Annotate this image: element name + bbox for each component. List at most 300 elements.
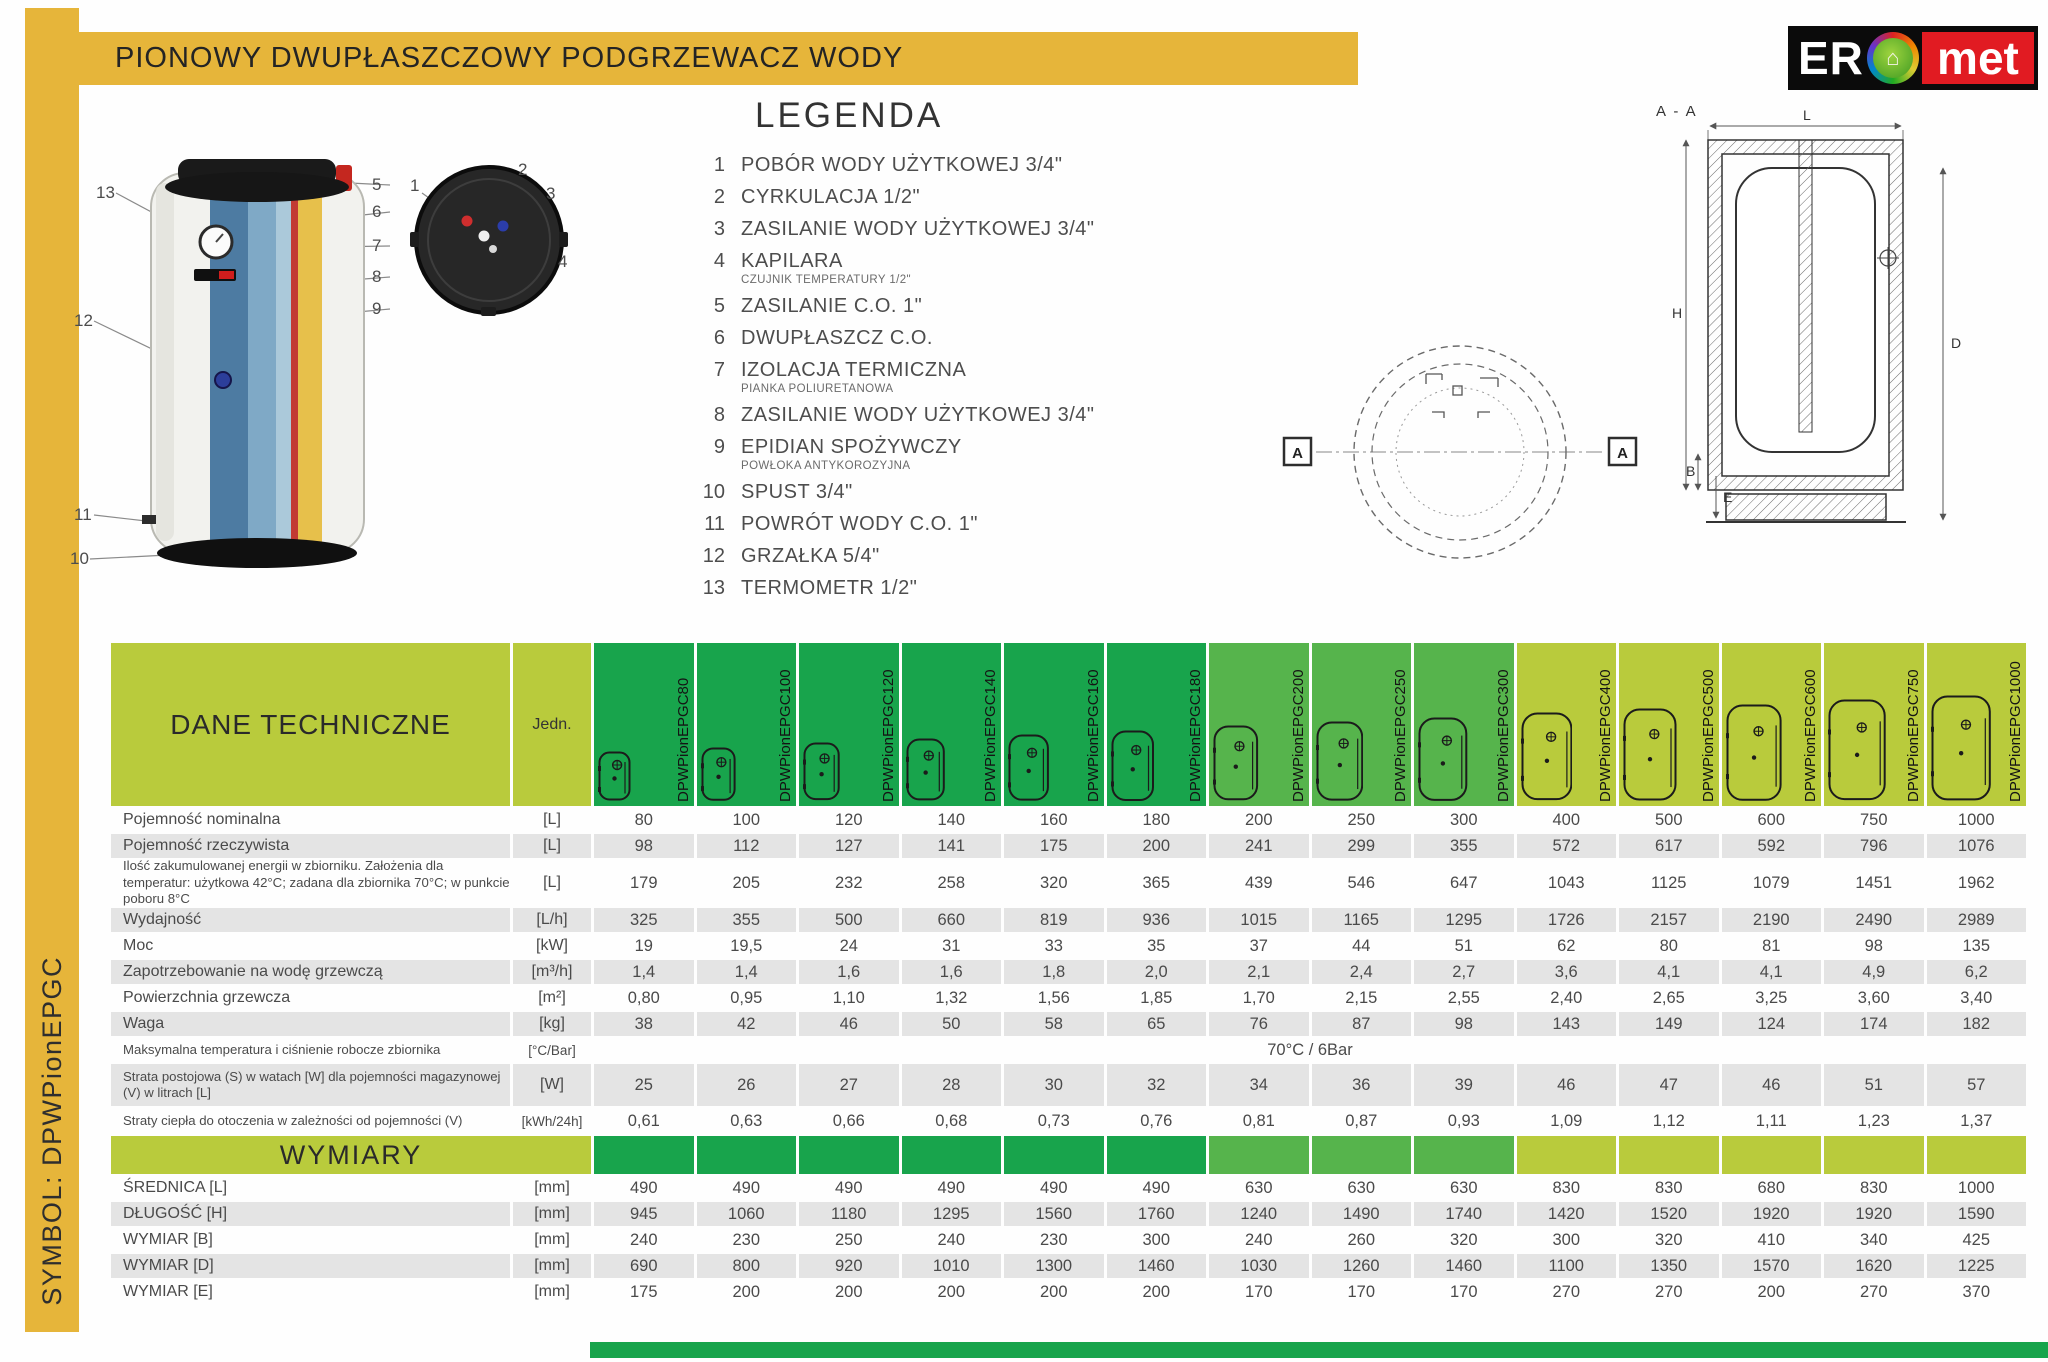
table-cell: 205 [732,873,761,892]
table-cell: 1,12 [1652,1111,1685,1130]
mini-tank-icon [1521,712,1573,801]
table-cell: 2,4 [1312,960,1412,984]
table-cell: 175 [629,1282,658,1301]
table-cell: 4,1 [1619,960,1719,984]
row-unit: [kW] [536,937,568,954]
table-cell: 25 [594,1064,694,1106]
table-cell: 1620 [1824,1254,1924,1278]
legend-item-number: 4 [713,250,725,272]
table-cell: 3,40 [1960,988,1993,1007]
tank-top-view [410,167,568,316]
table-cell: 2,40 [1550,988,1583,1007]
model-column-header [1619,643,1719,806]
row-unit: [W] [513,1064,591,1106]
wymiary-band-cell [1414,1136,1514,1174]
model-column-header [1414,643,1514,806]
table-cell: 490 [629,1178,658,1197]
legend-item-text: POWRÓT WODY C.O. 1" [741,513,978,535]
legend-item-number: 5 [713,295,725,317]
row-unit: [m²] [538,989,566,1006]
table-cell: 490 [1039,1178,1068,1197]
legend-item [695,513,1265,536]
row-label: Wydajność [111,908,510,932]
row-unit: [L] [543,874,561,891]
model-column-header [1517,643,1617,806]
table-cell: 170 [1244,1282,1273,1301]
table-cell: 35 [1147,936,1166,955]
mini-tank-icon [1213,725,1259,801]
table-cell: 1,4 [594,960,694,984]
table-cell: 800 [697,1254,797,1278]
table-cell: 592 [1722,834,1822,858]
svg-text:10: 10 [70,549,89,568]
table-cell: 320 [1039,873,1068,892]
model-column-header [697,643,797,806]
wymiary-band-cell [1107,1136,1207,1174]
legend-item-text: ZASILANIE WODY UŻYTKOWEJ 3/4" [741,218,1095,240]
table-cell: 87 [1312,1012,1412,1036]
model-name: DPWPionEPGC120 [879,669,897,802]
table-cell: 425 [1962,1230,1991,1249]
wymiary-band-cell [1722,1136,1822,1174]
legend-item-number: 12 [702,545,725,567]
model-column-header [799,643,899,806]
row-unit: [kg] [513,1012,591,1036]
table-cell: 750 [1859,810,1888,829]
model-name: DPWPionEPGC160 [1084,669,1102,802]
heater-illustration [60,95,620,595]
table-cell: 945 [594,1202,694,1226]
legend-item-text: SPUST 3/4" [741,481,853,503]
table-cell: 3,25 [1755,988,1788,1007]
row-unit: [kWh/24h] [521,1113,583,1129]
row-label: Pojemność rzeczywista [111,834,510,858]
legend-item-text: POBÓR WODY UŻYTKOWEJ 3/4" [741,154,1063,176]
legend-item [695,404,1265,427]
table-cell: 124 [1722,1012,1822,1036]
table-cell: 1,4 [697,960,797,984]
legend-item [695,218,1265,241]
table-cell: 1010 [902,1254,1002,1278]
legend-item [695,154,1265,177]
table-cell: 46 [1722,1064,1822,1106]
table-cell: 98 [594,834,694,858]
tank-cutaway [142,159,364,568]
legend-item [695,250,1265,286]
table-cell: 143 [1517,1012,1617,1036]
table-title: DANE TECHNICZNE [111,643,510,806]
table-cell: 51 [1824,1064,1924,1106]
legend-item-text: KAPILARA [741,250,843,272]
table-cell: 170 [1449,1282,1478,1301]
table-cell: 3,6 [1517,960,1617,984]
table-cell: 325 [594,908,694,932]
model-name: DPWPionEPGC100 [777,669,794,802]
table-cell: 300 [1142,1230,1171,1249]
table-cell: 1962 [1957,873,1995,892]
table-cell: 120 [834,810,863,829]
table-cell: 370 [1962,1282,1991,1301]
wymiary-band-cell [594,1136,694,1174]
row-unit: [L] [513,834,591,858]
table-cell: 0,61 [627,1111,660,1130]
table-cell: 1295 [1414,908,1514,932]
table-cell: 355 [697,908,797,932]
dim-h: H [1672,305,1683,321]
legend-item-number: 10 [702,481,725,503]
table-cell: 179 [629,873,658,892]
table-cell: 1,32 [935,988,968,1007]
model-name: DPWPionEPGC80 [674,677,692,802]
table-cell: 572 [1517,834,1617,858]
table-cell: 1,6 [902,960,1002,984]
table-cell: 58 [1004,1012,1104,1036]
legend-item-subtext: CZUJNIK TEMPERATURY 1/2" [741,274,912,286]
model-name: DPWPionEPGC200 [1289,669,1307,802]
table-cell: 200 [834,1282,863,1301]
legend-item [695,545,1265,568]
table-cell: 270 [1859,1282,1888,1301]
svg-text:A: A [1617,445,1628,462]
svg-text:12: 12 [74,311,93,330]
table-cell: 6,2 [1927,960,2027,984]
table-cell: 32 [1107,1064,1207,1106]
table-cell: 100 [732,810,761,829]
model-column-header [902,643,1002,806]
legend-item [695,295,1265,318]
table-cell: 647 [1449,873,1478,892]
table-cell: 50 [902,1012,1002,1036]
table-cell: 1920 [1824,1202,1924,1226]
wymiary-band-cell [1927,1136,2027,1174]
table-cell: 1000 [1957,1178,1995,1197]
table-cell: 200 [1757,1282,1786,1301]
table-cell: 630 [1244,1178,1273,1197]
row-unit: [mm] [534,1179,570,1196]
table-cell: 241 [1209,834,1309,858]
model-name: DPWPionEPGC600 [1802,669,1819,802]
legend-item [695,327,1265,350]
table-cell: 600 [1757,810,1786,829]
table-cell: 439 [1244,873,1273,892]
mini-tank-icon [906,738,945,801]
row-label: Maksymalna temperatura i ciśnienie robocze zbiornika [123,1041,441,1057]
legend-item-number: 1 [713,154,725,176]
mini-tank-icon [1623,708,1677,801]
legend-item-text: EPIDIAN SPOŻYWCZY [741,436,962,458]
table-cell: 180 [1142,810,1171,829]
model-column-header [1312,643,1412,806]
table-cell: 1560 [1004,1202,1104,1226]
table-cell: 490 [1142,1178,1171,1197]
table-cell: 174 [1824,1012,1924,1036]
table-cell: 0,81 [1242,1111,1275,1130]
section-marker-right [1609,438,1636,465]
table-cell: 200 [732,1282,761,1301]
table-cell: 340 [1859,1230,1888,1249]
table-cell: 1076 [1927,834,2027,858]
table-cell: 1125 [1651,873,1687,892]
table-cell: 0,66 [832,1111,865,1130]
table-cell: 200 [937,1282,966,1301]
table-cell: 355 [1414,834,1514,858]
table-cell: 250 [1347,810,1376,829]
row-label: Pojemność nominalna [123,811,281,828]
svg-text:4: 4 [558,252,568,271]
table-cell: 200 [1142,1282,1171,1301]
table-cell: 80 [634,810,653,829]
model-column-header [1722,643,1822,806]
table-cell: 300 [1552,1230,1581,1249]
table-cell: 19 [634,936,653,955]
table-cell: 1000 [1957,810,1995,829]
svg-text:6: 6 [372,202,382,221]
legend-item [695,186,1265,209]
table-cell: 300 [1449,810,1478,829]
wymiary-band-cell [1824,1136,1924,1174]
table-cell: 0,95 [730,988,763,1007]
table-cell: 490 [834,1178,863,1197]
table-cell: 135 [1962,936,1991,955]
table-cell: 4,9 [1824,960,1924,984]
table-cell: 830 [1552,1178,1581,1197]
table-cell: 1,10 [832,988,865,1007]
table-cell: 98 [1414,1012,1514,1036]
row-label: WYMIAR [E] [123,1283,213,1300]
section-wymiary-title: WYMIARY [111,1136,591,1174]
bottom-accent-bar [590,1342,2048,1358]
table-cell: 44 [1352,936,1371,955]
legend-item-subtext: PIANKA POLIURETANOWA [741,383,894,395]
table-cell: 81 [1762,936,1781,955]
table-cell: 30 [1004,1064,1104,1106]
header-band [25,32,1358,85]
mini-tank-icon [1726,704,1782,801]
table-cell: 500 [1654,810,1683,829]
table-cell: 0,73 [1037,1111,1070,1130]
table-cell: 46 [799,1012,899,1036]
row-label: Ilość zakumulowanej energii w zbiorniku. Założenia dla temperatur: użytkowa 42°C; zadana dla zbiornika 70°C; w punkcie poboru 8°C [123,858,510,907]
table-cell: 0,80 [627,988,660,1007]
table-cell: 819 [1004,908,1104,932]
table-cell: 1043 [1547,873,1585,892]
table-cell: 2,7 [1414,960,1514,984]
table-cell: 1451 [1855,873,1893,892]
side-section-drawing [1648,100,1983,595]
technical-data-table [111,643,2026,1304]
table-cell: 1100 [1517,1254,1617,1278]
mini-tank-icon [803,742,840,801]
logo-met-text: met [1922,32,2034,84]
table-cell: 1015 [1209,908,1309,932]
legend-item-text: GRZAŁKA 5/4" [741,545,880,567]
table-cell: 270 [1552,1282,1581,1301]
svg-text:9: 9 [372,299,382,318]
legend-item-number: 13 [702,577,725,599]
legend-item [695,436,1265,472]
row-label: ŚREDNICA [L] [123,1179,228,1196]
legend-item-number: 2 [713,186,725,208]
row-label: Strata postojowa (S) w watach [W] dla pojemności magazynowej (V) w litrach [L] [111,1064,510,1106]
legend-item [695,481,1265,504]
row-label: WYMIAR [D] [111,1254,510,1278]
table-cell: 149 [1619,1012,1719,1036]
wymiary-band-cell [697,1136,797,1174]
row-label: DŁUGOŚĆ [H] [111,1202,510,1226]
model-column-header [594,643,694,806]
table-cell: 490 [937,1178,966,1197]
table-cell: 1225 [1927,1254,2027,1278]
svg-text:8: 8 [372,267,382,286]
legend-title: LEGENDA [755,96,944,135]
table-cell: 1920 [1722,1202,1822,1226]
table-cell: 796 [1824,834,1924,858]
model-name: DPWPionEPGC400 [1597,669,1614,802]
table-cell: 240 [1244,1230,1273,1249]
symbol-label: SYMBOL: DPWPionEPGC [36,956,67,1306]
table-cell: 1,85 [1140,988,1173,1007]
legend-item-text: TERMOMETR 1/2" [741,577,918,599]
table-cell: 34 [1209,1064,1309,1106]
svg-text:1: 1 [410,176,420,195]
table-cell: 1460 [1414,1254,1514,1278]
table-cell: 33 [1044,936,1063,955]
model-name: DPWPionEPGC750 [1904,669,1922,802]
table-cell: 141 [902,834,1002,858]
table-cell: 830 [1654,1178,1683,1197]
table-cell: 24 [839,936,858,955]
page-title: PIONOWY DWUPŁASZCZOWY PODGRZEWACZ WODY [115,42,904,74]
row-label: Straty ciepła do otoczenia w zależności od pojemności (V) [123,1112,463,1128]
table-cell: 500 [799,908,899,932]
legend-item-subtext: POWŁOKA ANTYKOROZYJNA [741,460,911,472]
wymiary-band-cell [799,1136,899,1174]
table-cell: 200 [1107,834,1207,858]
table-cell: 140 [937,810,966,829]
wymiary-band-cell [902,1136,1002,1174]
legend-item-text: ZASILANIE C.O. 1" [741,295,923,317]
table-cell: 546 [1347,873,1376,892]
legend-list [695,154,1265,600]
legend-item-number: 11 [704,513,725,535]
legend-item-text: ZASILANIE WODY UŻYTKOWEJ 3/4" [741,404,1095,426]
table-cell: 80 [1659,936,1678,955]
table-cell: 112 [697,834,797,858]
table-cell: 0,76 [1140,1111,1173,1130]
table-cell: 320 [1654,1230,1683,1249]
table-cell: 182 [1927,1012,2027,1036]
table-cell: 250 [834,1230,863,1249]
table-cell: 320 [1449,1230,1478,1249]
table-cell: 1,8 [1004,960,1104,984]
wymiary-band-cell [1517,1136,1617,1174]
table-cell: 1520 [1619,1202,1719,1226]
table-cell: 127 [799,834,899,858]
dim-b: B [1686,463,1696,479]
house-icon: ⌂ [1873,38,1913,78]
eromet-logo [1788,26,2038,90]
table-cell: 19,5 [730,936,763,955]
table-cell: 1260 [1312,1254,1412,1278]
unit-column-header: Jedn. [513,643,591,806]
model-name: DPWPionEPGC140 [982,669,999,802]
model-name: DPWPionEPGC180 [1187,669,1204,802]
section-label: A - A [1656,103,1698,120]
table-cell: 2,15 [1345,988,1378,1007]
connection-symbols [1426,374,1498,418]
table-cell: 830 [1859,1178,1888,1197]
model-column-header [1004,643,1104,806]
table-cell: 630 [1449,1178,1478,1197]
model-name: DPWPionEPGC1000 [2007,661,2024,802]
logo-er-text: ER [1798,32,1864,84]
table-cell: 240 [937,1230,966,1249]
model-column-header [1927,643,2027,806]
table-cell: 617 [1619,834,1719,858]
mini-tank-icon [1316,721,1364,801]
dim-e: E [1723,489,1733,505]
table-cell: 410 [1757,1230,1786,1249]
svg-text:7: 7 [372,236,382,255]
table-cell: 1300 [1004,1254,1104,1278]
table-cell: 2190 [1722,908,1822,932]
table-cell: 690 [594,1254,694,1278]
table-cell: 51 [1454,936,1473,955]
legend-item-text: DWUPŁASZCZ C.O. [741,327,933,349]
legend-item-number: 6 [713,327,725,349]
table-cell: 2,55 [1447,988,1480,1007]
wymiary-band-cell [1209,1136,1309,1174]
table-cell: 230 [1039,1230,1068,1249]
table-cell: 0,68 [935,1111,968,1130]
model-name: DPWPionEPGC300 [1494,669,1512,802]
table-cell: 680 [1757,1178,1786,1197]
row-span-value: 70°C / 6Bar [1267,1040,1353,1059]
mini-tank-icon [1931,695,1991,801]
row-label: WYMIAR [B] [123,1231,213,1248]
table-cell: 0,87 [1345,1111,1378,1130]
table-cell: 62 [1557,936,1576,955]
table-cell: 2,0 [1107,960,1207,984]
table-cell: 240 [629,1230,658,1249]
table-cell: 98 [1864,936,1883,955]
legend [695,96,1265,609]
logo-globe-icon [1867,32,1919,84]
model-column-header [1107,643,1207,806]
model-column-header [1209,643,1309,806]
legend-item-text: IZOLACJA TERMICZNA [741,359,967,381]
row-unit: [°C/Bar] [528,1042,576,1058]
table-cell: 1,56 [1037,988,1070,1007]
table-cell: 1590 [1927,1202,2027,1226]
table-cell: 490 [732,1178,761,1197]
table-cell: 39 [1414,1064,1514,1106]
svg-text:A: A [1292,445,1303,462]
table-cell: 4,1 [1722,960,1822,984]
legend-item-number: 8 [713,404,725,426]
table-cell: 1060 [697,1202,797,1226]
table-cell: 936 [1107,908,1207,932]
legend-item [695,577,1265,600]
table-cell: 2490 [1824,908,1924,932]
table-cell: 1240 [1209,1202,1309,1226]
row-label: Moc [123,937,154,954]
table-cell: 2,1 [1209,960,1309,984]
table-cell: 65 [1107,1012,1207,1036]
table-cell: 37 [1249,936,1268,955]
table-cell: 38 [594,1012,694,1036]
row-unit: [mm] [534,1231,570,1248]
